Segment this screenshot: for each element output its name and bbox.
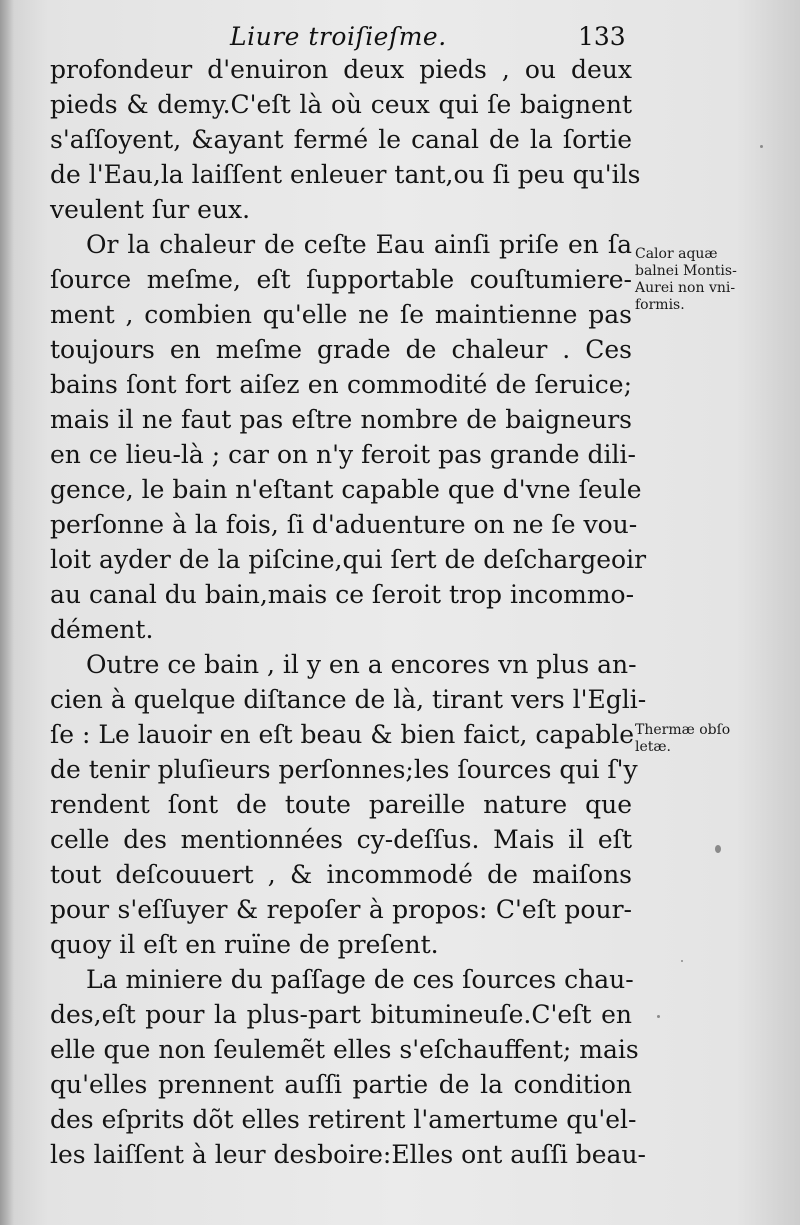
text-line: dément.	[50, 615, 154, 644]
margin-note	[635, 246, 795, 314]
text-line: perſonne à la fois, ſi d'aduenture on ne ſe vou-	[50, 510, 638, 539]
text-line: tout deſcouuert , & incommodé de maiſons	[50, 860, 632, 889]
margin-note	[635, 722, 795, 756]
text-line: s'aſſoyent, &ayant fermé le canal de la ſortie	[50, 125, 632, 154]
text-line: ſe : Le lauoir en eſt beau & bien faict, capable	[50, 720, 635, 749]
text-line: elle que non ſeulemẽt elles s'eſchauffent; mais	[50, 1035, 639, 1064]
text-line: veulent ſur eux.	[50, 195, 251, 224]
text-line: quoy il eſt en ruïne de preſent.	[50, 930, 439, 959]
text-line: de l'Eau,la laiſſent enleuer tant,ou ſi peu qu'ils	[50, 160, 641, 189]
margin-note-line: Aurei non vni-	[635, 280, 736, 296]
binding-shadow	[0, 0, 14, 1225]
text-line: loit ayder de la piſcine,qui ſert de deſchargeoir	[50, 545, 647, 574]
text-line: pieds & demy.C'eſt là où ceux qui ſe baignent	[50, 90, 632, 119]
paragraph-start-line: Outre ce bain , il y en a encores vn plus an-	[86, 650, 637, 679]
running-title: Liure troiſieſme.	[230, 22, 447, 51]
text-line: des eſprits dõt elles retirent l'amertume qu'el-	[50, 1105, 637, 1134]
text-line: des,eſt pour la plus-part bitumineuſe.C'eſt en	[50, 1000, 632, 1029]
text-line: pour s'eſſuyer & repoſer à propos: C'eſt pour-	[50, 895, 632, 924]
text-line: gence, le bain n'eſtant capable que d'vne ſeule	[50, 475, 642, 504]
text-line: ſource meſme, eſt ſupportable couſtumiere-	[50, 265, 632, 294]
text-line: au canal du bain,mais ce ſeroit trop incommo-	[50, 580, 635, 609]
text-line: qu'elles prennent auſſi partie de la condition	[50, 1070, 632, 1099]
margin-note-line: formis.	[635, 297, 685, 313]
body-text	[50, 52, 647, 1172]
text-line: en ce lieu-là ; car on n'y feroit pas grande dili-	[50, 440, 636, 469]
margin-note-line: Calor aquæ	[635, 246, 718, 262]
text-line: toujours en meſme grade de chaleur . Ces	[50, 335, 632, 364]
paper-speck	[681, 960, 683, 962]
margin-note-line: letæ.	[635, 739, 671, 755]
paper-speck	[657, 1015, 660, 1018]
paper-speck	[715, 845, 721, 853]
text-line: bains ſont fort aiſez en commodité de ſeruice;	[50, 370, 632, 399]
text-line: profondeur d'enuiron deux pieds , ou deux	[50, 55, 632, 84]
page-header	[0, 20, 800, 54]
text-line: ment , combien qu'elle ne ſe maintienne pas	[50, 300, 632, 329]
paragraph-start-line: La miniere du paſſage de ces ſources chau-	[86, 965, 634, 994]
margin-note-line: Thermæ obſo	[635, 722, 731, 738]
margin-note-line: balnei Montis-	[635, 263, 737, 279]
text-line: de tenir pluſieurs perſonnes;les ſources qui ſ'y	[50, 755, 638, 784]
paper-speck	[760, 145, 763, 148]
text-line: rendent ſont de toute pareille nature que	[50, 790, 632, 819]
text-line: cien à quelque diſtance de là, tirant vers l'Egli-	[50, 685, 647, 714]
text-line: les laiſſent à leur desboire:Elles ont auſſi beau-	[50, 1140, 647, 1169]
text-line: celle des mentionnées cy-deſſus. Mais il eſt	[50, 825, 632, 854]
paragraph-start-line: Or la chaleur de ceſte Eau ainſi priſe en ſa	[86, 230, 632, 259]
page-number: 133	[578, 22, 626, 51]
text-line: mais il ne faut pas eſtre nombre de baigneurs	[50, 405, 632, 434]
